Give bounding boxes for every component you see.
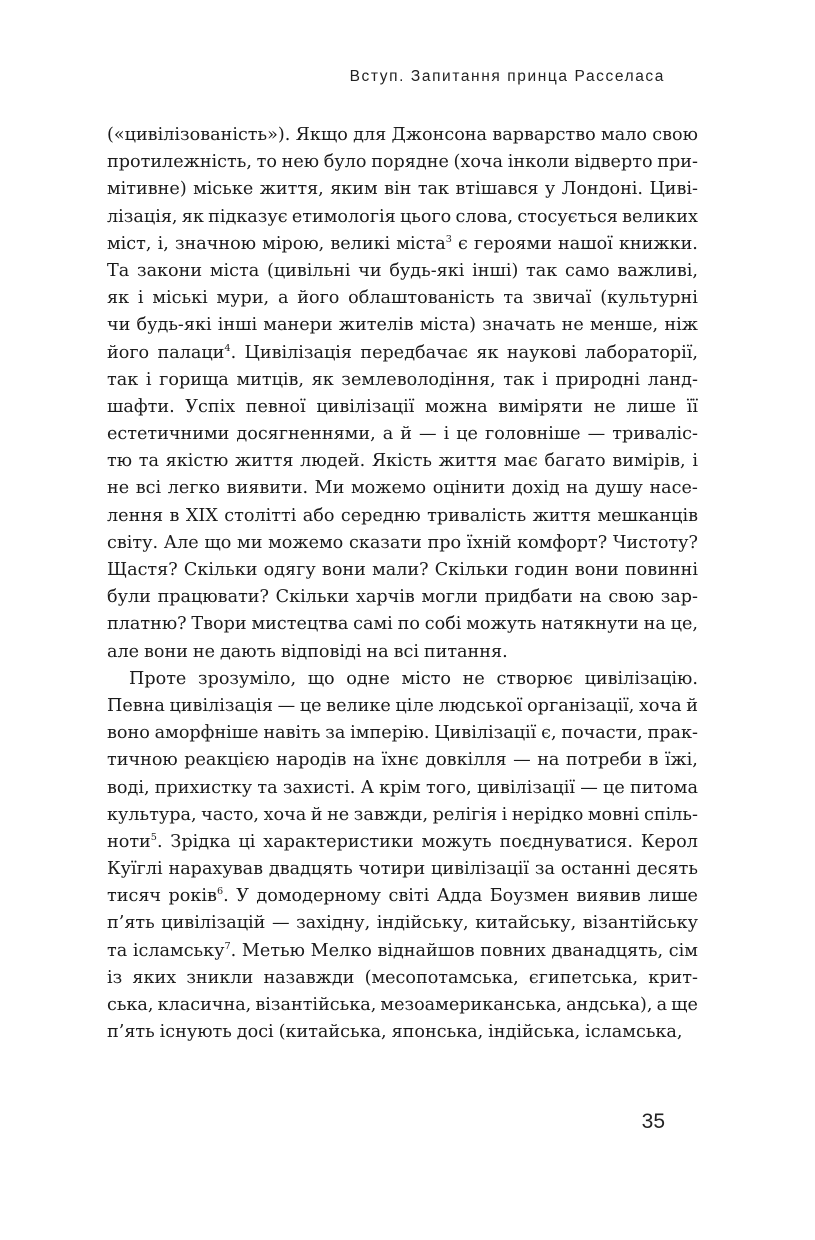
- text-line: тю та якістю життя людей. Якість життя має багато вимірів, і: [107, 451, 698, 472]
- text-line: як і міські мури, а його облаштованість та звичаї (культурні: [107, 288, 698, 309]
- text-line: («цивілізованість»). Якщо для Джонсона варварство мало свою: [107, 125, 698, 145]
- text-line: Куїглі нарахував двадцять чотири цивілізації за останні десять: [107, 859, 698, 880]
- text-line: платню? Твори мистецтва самі по собі можуть натякнути на це,: [107, 614, 698, 635]
- text-line: Та закони міста (цивільні чи будь-які інші) так само важливі,: [107, 260, 698, 281]
- text-line: його палаци$^4$. Цивілізація передбачає як наукові лабораторії,: [107, 342, 698, 363]
- text-line: світу. Але що ми можемо сказати про їхній комфорт? Чистоту?: [107, 532, 698, 553]
- text-line: міст, і, значною мірою, великі міста$^3$ є героями нашої книжки.: [107, 233, 698, 254]
- footnote-ref: 5: [150, 831, 157, 843]
- text-line: протилежність, то нею було порядне (хоча інколи відверто при-: [107, 152, 698, 173]
- text-line: п’ять існують досі (китайська, японська, індійська, ісламська,: [107, 1022, 683, 1043]
- text-line: лізація, як підказує етимологія цього слова, стосується великих: [107, 206, 698, 227]
- footnote-ref: 7: [224, 940, 231, 952]
- text-line: п’ять цивілізацій — західну, індійську, китайську, візантійську: [107, 913, 698, 934]
- text-line: лення в XIX столітті або середню тривалість життя мешканців: [107, 505, 698, 526]
- text-line: Певна цивілізація — це велике ціле людської організації, хоча й: [107, 695, 698, 716]
- text-line: культура, часто, хоча й не завжди, релігія і нерідко мовні спіль-: [107, 804, 698, 825]
- running-head: Вступ. Запитання принца Расселаса: [349, 68, 665, 85]
- text-line: воно аморфніше навіть за імперію. Цивілізації є, почасти, прак-: [107, 723, 698, 744]
- text-line: не всі легко виявити. Ми можемо оцінити дохід на душу насе-: [107, 478, 698, 499]
- text-line: Щастя? Скільки одягу вони мали? Скільки годин вони повинні: [107, 560, 698, 580]
- text-line: чи будь-які інші манери жителів міста) значать не менше, ніж: [107, 315, 698, 336]
- text-line: але вони не дають відповіді на всі питання.: [107, 641, 508, 662]
- text-line: мітивне) міське життя, яким він так втішався у Лондоні. Циві-: [107, 179, 698, 200]
- text-line: тичною реакцією народів на їхнє довкілля — на потреби в їжі,: [107, 750, 698, 771]
- text-line: так і горища митців, як землеволодіння, так і природні ланд-: [107, 369, 698, 390]
- text-line: та ісламську$^7$. Метью Мелко віднайшов повних дванадцять, сім: [107, 940, 698, 961]
- footnote-ref: 3: [445, 233, 452, 245]
- paragraph: [107, 122, 698, 666]
- text-line: шафти. Успіх певної цивілізації можна виміряти не лише її: [107, 396, 698, 417]
- footnote-ref: 6: [216, 886, 224, 897]
- text-line: естетичними досягненнями, а й — і це головніше — триваліс-: [107, 424, 698, 445]
- text-line: із яких зникли назавжди (месопотамська, єгипетська, крит-: [107, 967, 698, 988]
- footnote-ref: 4: [224, 342, 231, 354]
- text-line: були працювати? Скільки харчів могли придбати на свою зар-: [107, 587, 698, 608]
- text-line: ська, класична, візантійська, мезоамериканська, андська), а ще: [107, 995, 698, 1015]
- text-line: ноти$^5$. Зрідка ці характеристики можуть поєднуватися. Керол: [107, 831, 698, 852]
- paragraph: [107, 666, 698, 1047]
- text-line: воді, прихистку та захисті. А крім того, цивілізації — це питома: [107, 777, 698, 798]
- text-line: Проте зрозуміло, що одне місто не створює цивілізацію.: [129, 668, 698, 689]
- text-line: тисяч років$^6$. У домодерному світі Адда Боузмен виявив лише: [107, 886, 698, 907]
- body-text: [107, 122, 698, 1046]
- page-number: 35: [641, 1110, 665, 1133]
